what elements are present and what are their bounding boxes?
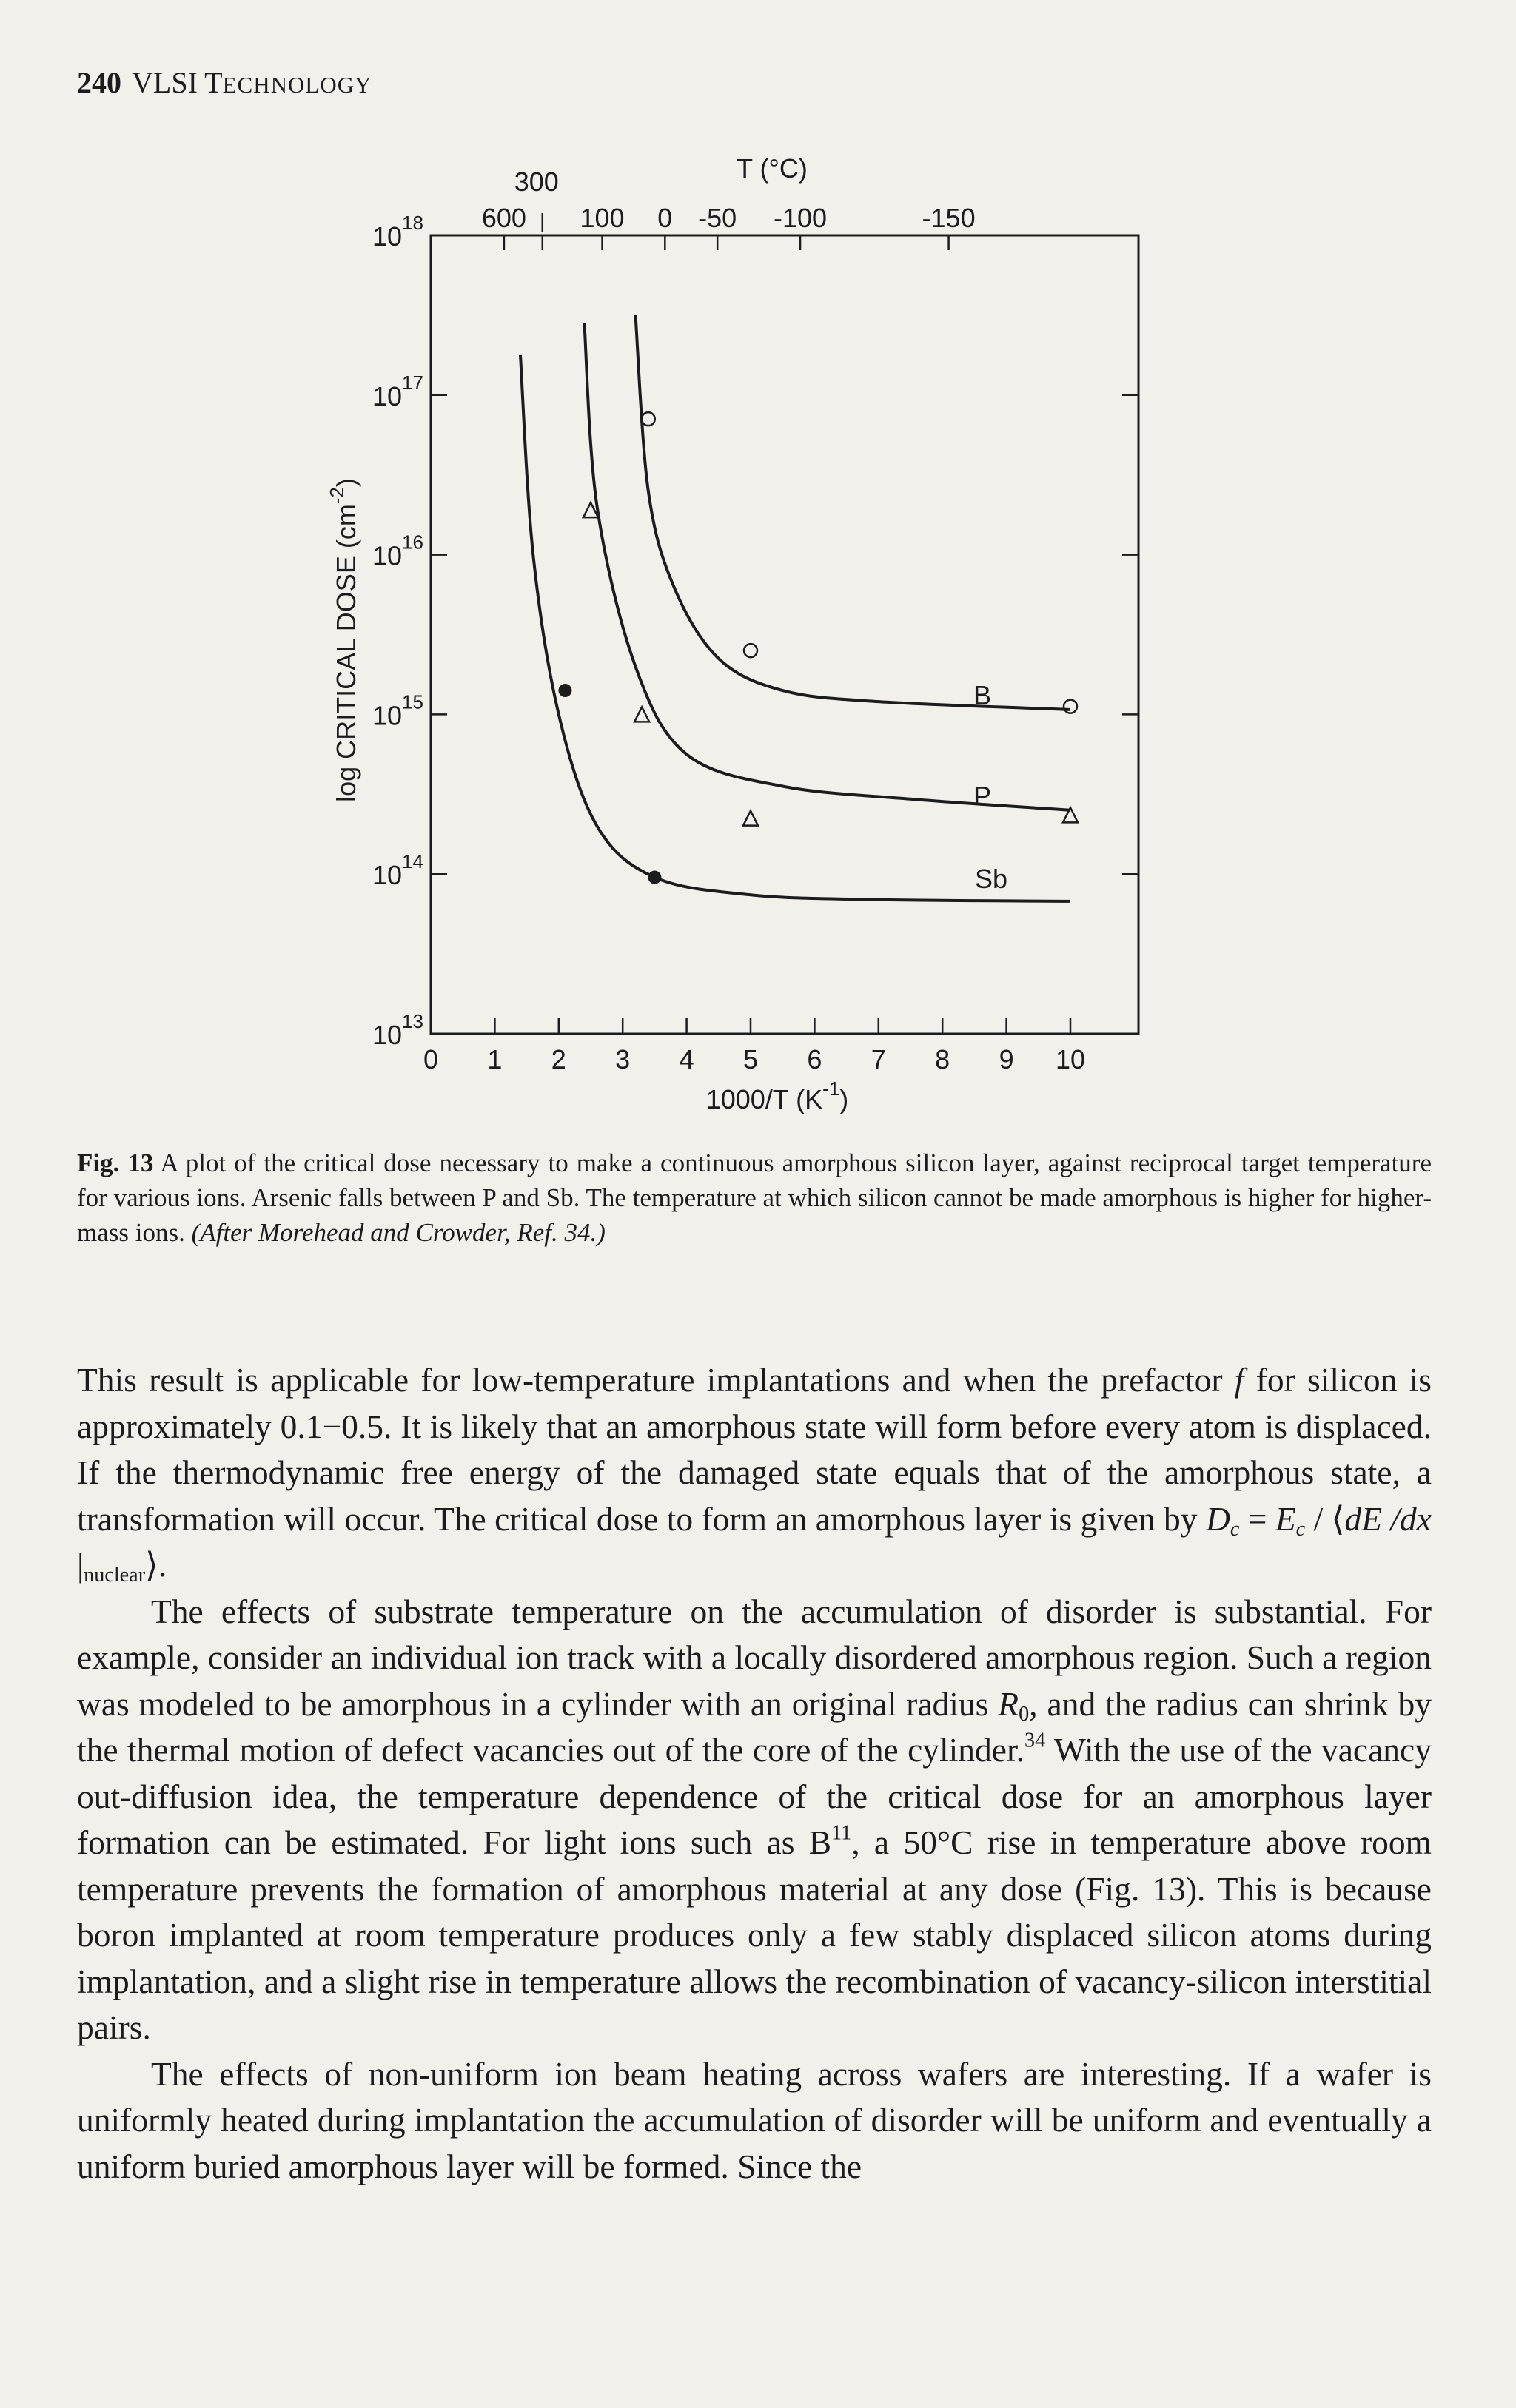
x-tick-label: 6	[807, 1044, 822, 1074]
p1-sub-nuclear: nuclear	[84, 1564, 146, 1587]
x-tick-label: 2	[551, 1044, 566, 1074]
x-tick-label: 4	[679, 1044, 694, 1074]
top-axis-title: T (°C)	[737, 153, 808, 184]
series-label-sb: Sb	[974, 864, 1008, 894]
top-tick-label: 0	[657, 203, 673, 233]
y-tick-label: $10^{16}$	[372, 531, 423, 571]
p1-sub-c2: c	[1295, 1517, 1306, 1541]
paragraph-3	[77, 2051, 1432, 2190]
p2-sub-0: 0	[1019, 1702, 1030, 1726]
caption-label: Fig. 13	[77, 1148, 154, 1177]
p1-text-a: This result is applicable for low-temperature implantations and when the prefactor	[77, 1361, 1235, 1399]
p1-text-b: for silicon is approximately 0.1−0.5. It is likely that an amorphous state will form before every atom is displaced. If the thermodynamic free energy of the damaged state equals that of the amorphous state, a transformation will occur. The critical dose to form an amorphous layer is given by	[77, 1361, 1432, 1538]
x-tick-label: 3	[615, 1044, 631, 1074]
header-title-cap: T	[204, 66, 223, 99]
x-tick-label: 1	[487, 1044, 503, 1074]
p2-sup-11: 11	[831, 1821, 852, 1845]
top-tick-label: -100	[774, 203, 828, 233]
series-line-p	[584, 323, 1070, 810]
body-text	[77, 1357, 1432, 2190]
p1-dEdx: dE /dx	[1344, 1499, 1432, 1538]
y-tick-label: $10^{14}$	[372, 850, 423, 891]
p2-symbol-R: R	[998, 1684, 1019, 1723]
data-point-b	[744, 644, 757, 657]
y-tick-label: $10^{13}$	[372, 1010, 423, 1050]
axes	[431, 213, 1138, 1034]
y-tick-label: $10^{18}$	[372, 212, 423, 252]
series-label-p: P	[973, 781, 992, 811]
series-layer	[520, 315, 1078, 901]
caption-text: A plot of the critical dose necessary to make a continuous amorphous silicon layer, against reciprocal target temperature for various ions. Arsenic falls between P and Sb. The temperature at which silicon cannot be made amorphous is higher for higher-mass ions.	[77, 1148, 1432, 1247]
p2-text-d: , a 50°C rise in temperature above room temperature prevents the formation of amorphous material at any dose (Fig. 13). This is because boron implanted at room temperature produces only a few stably displaced silicon atoms during implantation, and a slight rise in temperature allows the recombination of vacancy-silicon interstitial pairs.	[77, 1823, 1432, 2046]
series-line-b	[635, 315, 1070, 710]
data-point-p	[634, 707, 649, 722]
p3-text: The effects of non-uniform ion beam heating across wafers are interesting. If a wafer is uniformly heated during implantation the accumulation of disorder will be uniform and eventually a uniform buried amorphous layer will be formed. Since the	[77, 2054, 1432, 2185]
header-title-lead: VLSI	[132, 66, 205, 99]
top-tick-label: 300	[514, 167, 559, 197]
p1-equals: =	[1239, 1499, 1275, 1538]
x-tick-label: 7	[871, 1044, 886, 1074]
y-tick-label: $10^{17}$	[372, 371, 423, 411]
p1-symbol-D: D	[1205, 1499, 1230, 1538]
header-title-rest: ECHNOLOGY	[222, 72, 372, 98]
page-number: 240	[77, 66, 121, 99]
x-axis-label: 1000/T $(K^{-1})$	[705, 1077, 849, 1114]
top-tick-label: 100	[580, 203, 625, 233]
critical-dose-chart	[0, 0, 1516, 1125]
p2-text-a: The effects of substrate temperature on the accumulation of disorder is substantial. For example, consider an individual ion track with a locally disordered amorphous region. Such a region was modeled to be amorphous in a cylinder with an original radius	[77, 1592, 1432, 1723]
top-tick-label: 600	[481, 203, 526, 233]
p1-prefactor-f: f	[1234, 1361, 1244, 1399]
y-axis-label: log CRITICAL DOSE $(cm^{-2})$	[326, 478, 361, 802]
series-line-sb	[520, 355, 1070, 901]
p2-ref-34: 34	[1024, 1729, 1046, 1752]
p2-text-b: , and the radius can shrink by the thermal motion of defect vacancies out of the core of the cylinder.	[77, 1684, 1432, 1769]
caption-attribution: (After Morehead and Crowder, Ref. 34.)	[191, 1218, 606, 1247]
data-point-b	[1064, 700, 1077, 713]
y-tick-label: $10^{15}$	[372, 690, 423, 731]
paragraph-1	[77, 1357, 1432, 1589]
data-point-b	[642, 412, 655, 426]
data-point-p	[743, 811, 758, 826]
paragraph-2	[77, 1589, 1432, 2051]
figure-caption	[77, 1146, 1432, 1250]
p1-bar: |	[77, 1546, 84, 1584]
chart-labels	[326, 153, 1085, 1114]
x-tick-label: 9	[999, 1044, 1014, 1074]
plot-frame	[431, 235, 1138, 1034]
series-label-b: B	[973, 680, 992, 710]
x-tick-label: 5	[742, 1044, 759, 1074]
p1-sub-c1: c	[1230, 1517, 1240, 1541]
p1-slash: / ⟨	[1305, 1499, 1345, 1538]
x-tick-label: 8	[935, 1044, 950, 1074]
top-tick-label: -50	[698, 203, 737, 233]
data-point-sb	[558, 684, 571, 697]
p1-end: ⟩.	[145, 1546, 167, 1584]
x-tick-label: 0	[423, 1044, 439, 1074]
top-tick-label: -150	[922, 203, 976, 233]
p1-symbol-E: E	[1275, 1499, 1296, 1538]
p2-text-c: With the use of the vacancy out-diffusion idea, the temperature dependence of the critical dose for an amorphous layer formation can be estimated. For light ions such as B	[77, 1731, 1432, 1861]
x-tick-label: 10	[1055, 1044, 1086, 1074]
data-point-sb	[648, 871, 661, 884]
